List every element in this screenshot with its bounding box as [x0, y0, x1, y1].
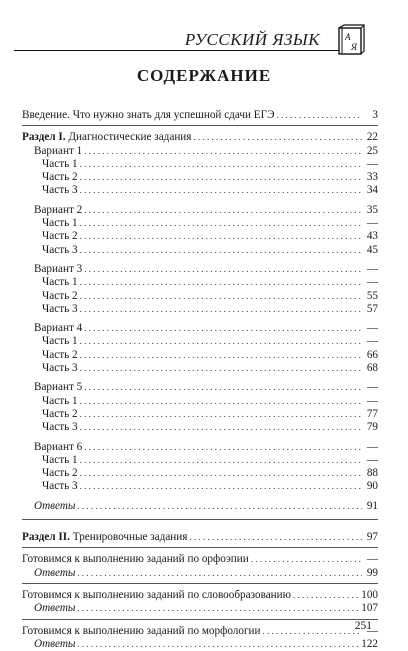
toc-variant-2[interactable]	[22, 204, 378, 217]
leader-dots	[80, 303, 362, 316]
leader-dots	[263, 625, 362, 638]
toc-entry-page: 68	[366, 362, 378, 375]
toc-entry-label: Часть 1	[42, 453, 78, 466]
toc-entry-label: Часть 2	[42, 407, 78, 420]
toc-entry-page: 122	[361, 637, 378, 650]
toc-entry-page: 97	[366, 531, 378, 544]
toc-entry-page: —	[366, 157, 378, 170]
leader-dots	[78, 500, 363, 513]
running-title: РУССКИЙ ЯЗЫК	[184, 30, 320, 49]
toc-entry-page: —	[366, 624, 378, 637]
toc-answers[interactable]	[22, 602, 378, 615]
divider	[22, 547, 378, 548]
leader-dots	[84, 145, 362, 158]
leader-dots	[84, 441, 362, 454]
toc-entry-page: 90	[366, 480, 378, 493]
toc-entry-label: Введение. Что нужно знать для успешной сдачи ЕГЭ	[22, 109, 275, 121]
section-prefix: Раздел II.	[22, 531, 70, 544]
toc-entry-intro[interactable]	[22, 109, 378, 122]
toc-entry-label: Ответы	[34, 637, 76, 650]
toc-part[interactable]	[22, 362, 378, 375]
leader-dots	[80, 480, 362, 493]
toc-entry-page: —	[366, 276, 378, 289]
toc-entry-label: Часть 3	[42, 243, 78, 256]
toc-entry-label: Ответы	[34, 602, 76, 615]
toc-part[interactable]	[22, 217, 378, 230]
toc-section-2[interactable]	[22, 531, 378, 544]
toc-entry-label: Вариант 1	[34, 144, 83, 157]
toc-training-morphology[interactable]	[22, 625, 378, 638]
divider	[22, 619, 378, 620]
toc-entry-page: 35	[366, 203, 378, 216]
toc-training-orthoepy[interactable]	[22, 553, 378, 566]
toc-entry-label: Ответы	[34, 566, 76, 579]
toc-entry-page: 25	[366, 144, 378, 157]
toc-variant-3[interactable]	[22, 263, 378, 276]
toc-part[interactable]	[22, 158, 378, 171]
toc-variant-5[interactable]	[22, 381, 378, 394]
toc-entry-page: 79	[366, 421, 378, 434]
toc-part[interactable]	[22, 454, 378, 467]
toc-part[interactable]	[22, 230, 378, 243]
leader-dots	[78, 567, 363, 580]
toc-entry-label: Часть 1	[42, 394, 78, 407]
toc-entry-label: Готовимся к выполнению заданий по орфоэпии	[22, 553, 249, 566]
toc-part[interactable]	[22, 276, 378, 289]
toc-entry-page: 3	[372, 109, 378, 121]
toc-part[interactable]	[22, 244, 378, 257]
toc-part[interactable]	[22, 335, 378, 348]
leader-dots	[80, 335, 362, 348]
section-title: Тренировочные задания	[72, 531, 188, 544]
leader-dots	[80, 184, 362, 197]
toc-training-word-formation[interactable]	[22, 589, 378, 602]
toc-entry-label: Вариант 4	[34, 322, 83, 335]
leader-dots	[78, 638, 360, 651]
leader-dots	[80, 349, 362, 362]
toc-part[interactable]	[22, 349, 378, 362]
toc-entry-page: —	[366, 553, 378, 566]
toc-part[interactable]	[22, 421, 378, 434]
toc-section-1[interactable]	[22, 131, 378, 144]
toc-entry-page: 91	[366, 499, 378, 512]
leader-dots	[276, 109, 362, 122]
leader-dots	[80, 467, 362, 480]
toc-answers[interactable]	[22, 638, 378, 651]
toc-entry-label: Часть 2	[42, 348, 78, 361]
toc-entry-label: Часть 2	[42, 467, 78, 480]
toc-entry-page: 66	[366, 348, 378, 361]
toc-entry-page: —	[366, 217, 378, 230]
leader-dots	[84, 381, 362, 394]
toc-entry-page: —	[366, 394, 378, 407]
toc-entry-label: Вариант 2	[34, 203, 83, 216]
leader-dots	[80, 276, 362, 289]
toc-entry-page: 77	[366, 407, 378, 420]
book-icon	[336, 24, 366, 56]
toc-entry-label: Часть 1	[42, 335, 78, 348]
toc-part[interactable]	[22, 184, 378, 197]
toc-entry-page: 22	[366, 131, 378, 144]
toc-entry-page: —	[366, 381, 378, 394]
leader-dots	[78, 602, 360, 615]
leader-dots	[84, 204, 362, 217]
divider	[22, 125, 378, 126]
toc-entry-label: Вариант 6	[34, 440, 83, 453]
toc-part[interactable]	[22, 171, 378, 184]
leader-dots	[80, 395, 362, 408]
toc-entry-page: 34	[366, 184, 378, 197]
toc-entry-page: 57	[366, 302, 378, 315]
leader-dots	[80, 244, 362, 257]
leader-dots	[84, 263, 362, 276]
toc-part[interactable]	[22, 290, 378, 303]
leader-dots	[80, 454, 362, 467]
leader-dots	[84, 322, 362, 335]
toc-entry-label: Часть 3	[42, 480, 78, 493]
page-number: 251	[354, 620, 372, 632]
leader-dots	[80, 158, 362, 171]
book-icon-letter-a: А	[345, 32, 351, 42]
toc-entry-label: Часть 2	[42, 171, 78, 184]
toc-entry-label: Часть 1	[42, 217, 78, 230]
variant-list	[22, 145, 378, 494]
toc-entry-page: 88	[366, 467, 378, 480]
book-icon-letter-ya: Я	[351, 42, 357, 52]
toc-variant-4[interactable]	[22, 322, 378, 335]
toc-entry-page: 45	[366, 243, 378, 256]
leader-dots	[293, 589, 359, 602]
toc-variant-1[interactable]	[22, 145, 378, 158]
toc-entry-page: —	[366, 322, 378, 335]
toc-entry-label: Вариант 5	[34, 381, 83, 394]
leader-dots	[80, 408, 362, 421]
section-prefix: Раздел I.	[22, 131, 66, 144]
leader-dots	[80, 421, 362, 434]
toc-entry-page: —	[366, 440, 378, 453]
toc-part[interactable]	[22, 467, 378, 480]
header-rule	[14, 50, 358, 51]
leader-dots	[251, 553, 362, 566]
leader-dots	[189, 531, 362, 544]
section-title: Диагностические задания	[68, 131, 192, 144]
toc-entry-label: Часть 2	[42, 230, 78, 243]
toc-part[interactable]	[22, 480, 378, 493]
toc-entry-page: 33	[366, 171, 378, 184]
divider	[22, 583, 378, 584]
toc-entry-label: Часть 2	[42, 289, 78, 302]
toc-entry-page: 100	[361, 588, 378, 601]
toc-entry-page: 99	[366, 566, 378, 579]
toc-part[interactable]	[22, 395, 378, 408]
toc-entry-page: —	[366, 335, 378, 348]
leader-dots	[80, 362, 362, 375]
toc-variant-6[interactable]	[22, 441, 378, 454]
toc-entry-label	[22, 131, 191, 144]
toc-entry-label: Часть 3	[42, 302, 78, 315]
divider	[22, 519, 378, 520]
toc-entry-label: Готовимся к выполнению заданий по словообразованию	[22, 588, 291, 601]
toc-answers[interactable]	[22, 567, 378, 580]
toc-entry-page: 43	[366, 230, 378, 243]
leader-dots	[80, 217, 362, 230]
leader-dots	[80, 290, 362, 303]
toc-entry-label: Готовимся к выполнению заданий по морфологии	[22, 624, 261, 637]
toc-entry-label: Часть 1	[42, 157, 78, 170]
toc-answers-1[interactable]	[22, 500, 378, 513]
leader-dots	[80, 230, 362, 243]
toc-entry-page: 55	[366, 289, 378, 302]
contents-title: СОДЕРЖАНИЕ	[136, 66, 272, 85]
toc-entry-label: Часть 1	[42, 276, 78, 289]
toc-entry-label: Часть 3	[42, 184, 78, 197]
toc-entry-label: Часть 3	[42, 421, 78, 434]
toc-entry-page: —	[366, 453, 378, 466]
toc-part[interactable]	[22, 303, 378, 316]
toc-entry-label: Ответы	[34, 499, 76, 512]
toc-entry-page: 107	[361, 602, 378, 615]
toc-entry-page: —	[366, 262, 378, 275]
toc-entry-label: Вариант 3	[34, 262, 83, 275]
toc-part[interactable]	[22, 408, 378, 421]
toc-entry-label: Часть 3	[42, 362, 78, 375]
toc-entry-label	[22, 531, 187, 544]
leader-dots	[193, 131, 362, 144]
table-of-contents	[22, 109, 378, 651]
leader-dots	[80, 171, 362, 184]
